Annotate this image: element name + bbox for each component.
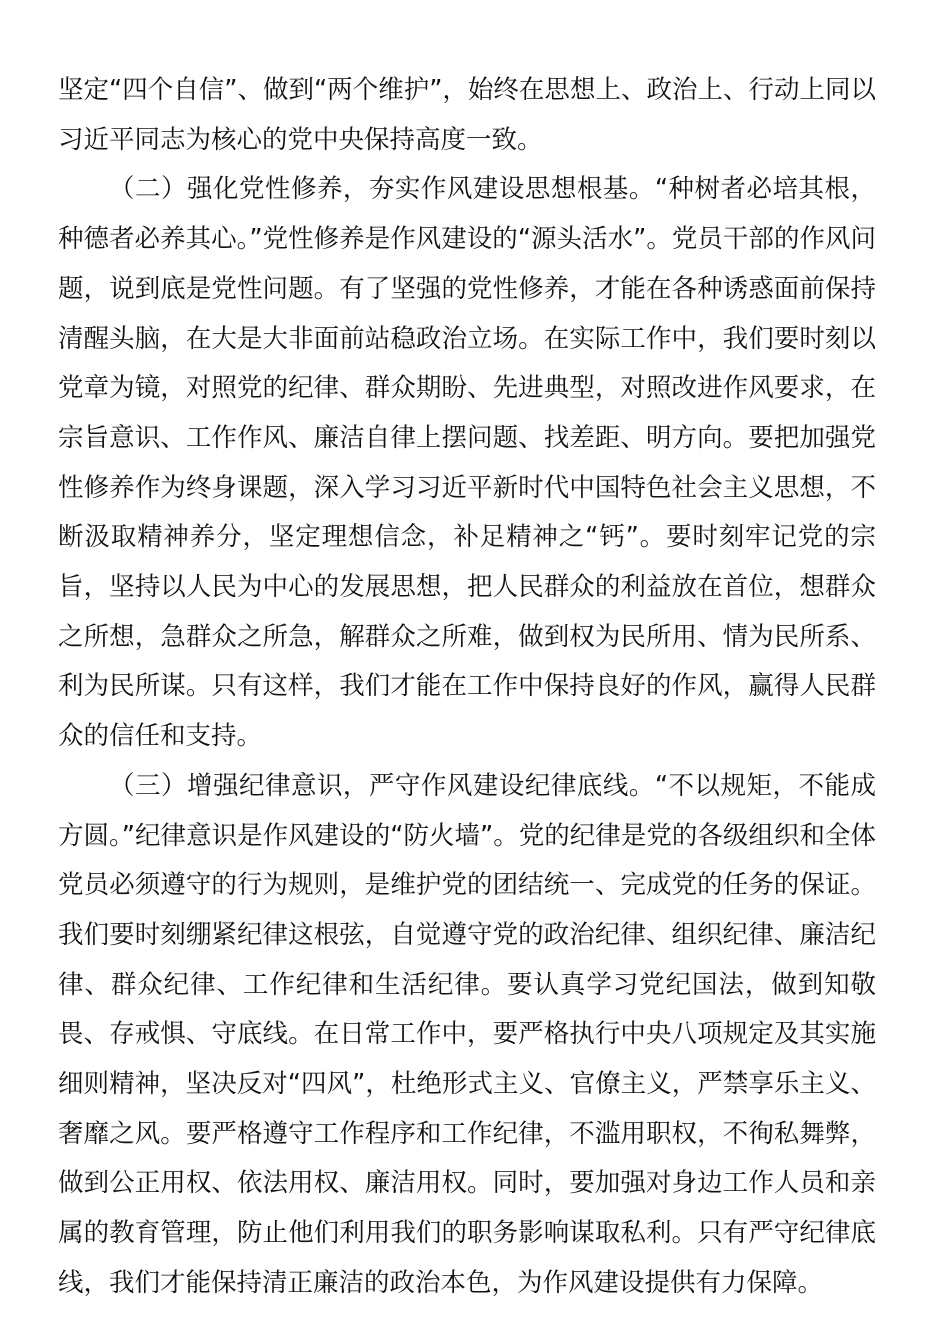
paragraph-section-two: （二）强化党性修养，夯实作风建设思想根基。“种树者必培其根，种德者必养其心。”党性修养是作风建设的“源头活水”。党员干部的作风问题，说到底是党性问题。有了坚强的党性修养，才能在各种诱惑面前保持清醒头脑，在大是大非面前站稳政治立场。在实际工作中，我们要时刻以党章为镜，对照党的纪律、群众期盼、先进典型，对照改进作风要求，在宗旨意识、工作作风、廉洁自律上摆问题、找差距、明方向。要把加强党性修养作为终身课题，深入学习习近平新时代中国特色社会主义思想，不断汲取精神养分，坚定理想信念，补足精神之“钙”。要时刻牢记党的宗旨，坚持以人民为中心的发展思想，把人民群众的利益放在首位，想群众之所想，急群众之所急，解群众之所难，做到权为民所用、情为民所系、利为民所谋。只有这样，我们才能在工作中保持良好的作风，赢得人民群众的信任和支持。	[58, 174, 876, 752]
document-body	[58, 66, 876, 1309]
paragraph-continuation: 坚定“四个自信”、做到“两个维护”，始终在思想上、政治上、行动上同以习近平同志为核心的党中央保持高度一致。	[58, 75, 876, 155]
paragraph-section-three: （三）增强纪律意识，严守作风建设纪律底线。“不以规矩，不能成方圆。”纪律意识是作风建设的“防火墙”。党的纪律是党的各级组织和全体党员必须遵守的行为规则，是维护党的团结统一、完成党的任务的保证。我们要时刻绷紧纪律这根弦，自觉遵守党的政治纪律、组织纪律、廉洁纪律、群众纪律、工作纪律和生活纪律。要认真学习党纪国法，做到知敬畏、存戒惧、守底线。在日常工作中，要严格执行中央八项规定及其实施细则精神，坚决反对“四风”，杜绝形式主义、官僚主义，严禁享乐主义、奢靡之风。要严格遵守工作程序和工作纪律，不滥用职权，不徇私舞弊，做到公正用权、依法用权、廉洁用权。同时，要加强对身边工作人员和亲属的教育管理，防止他们利用我们的职务影响谋取私利。只有严守纪律底线，我们才能保持清正廉洁的政治本色，为作风建设提供有力保障。	[58, 770, 876, 1298]
